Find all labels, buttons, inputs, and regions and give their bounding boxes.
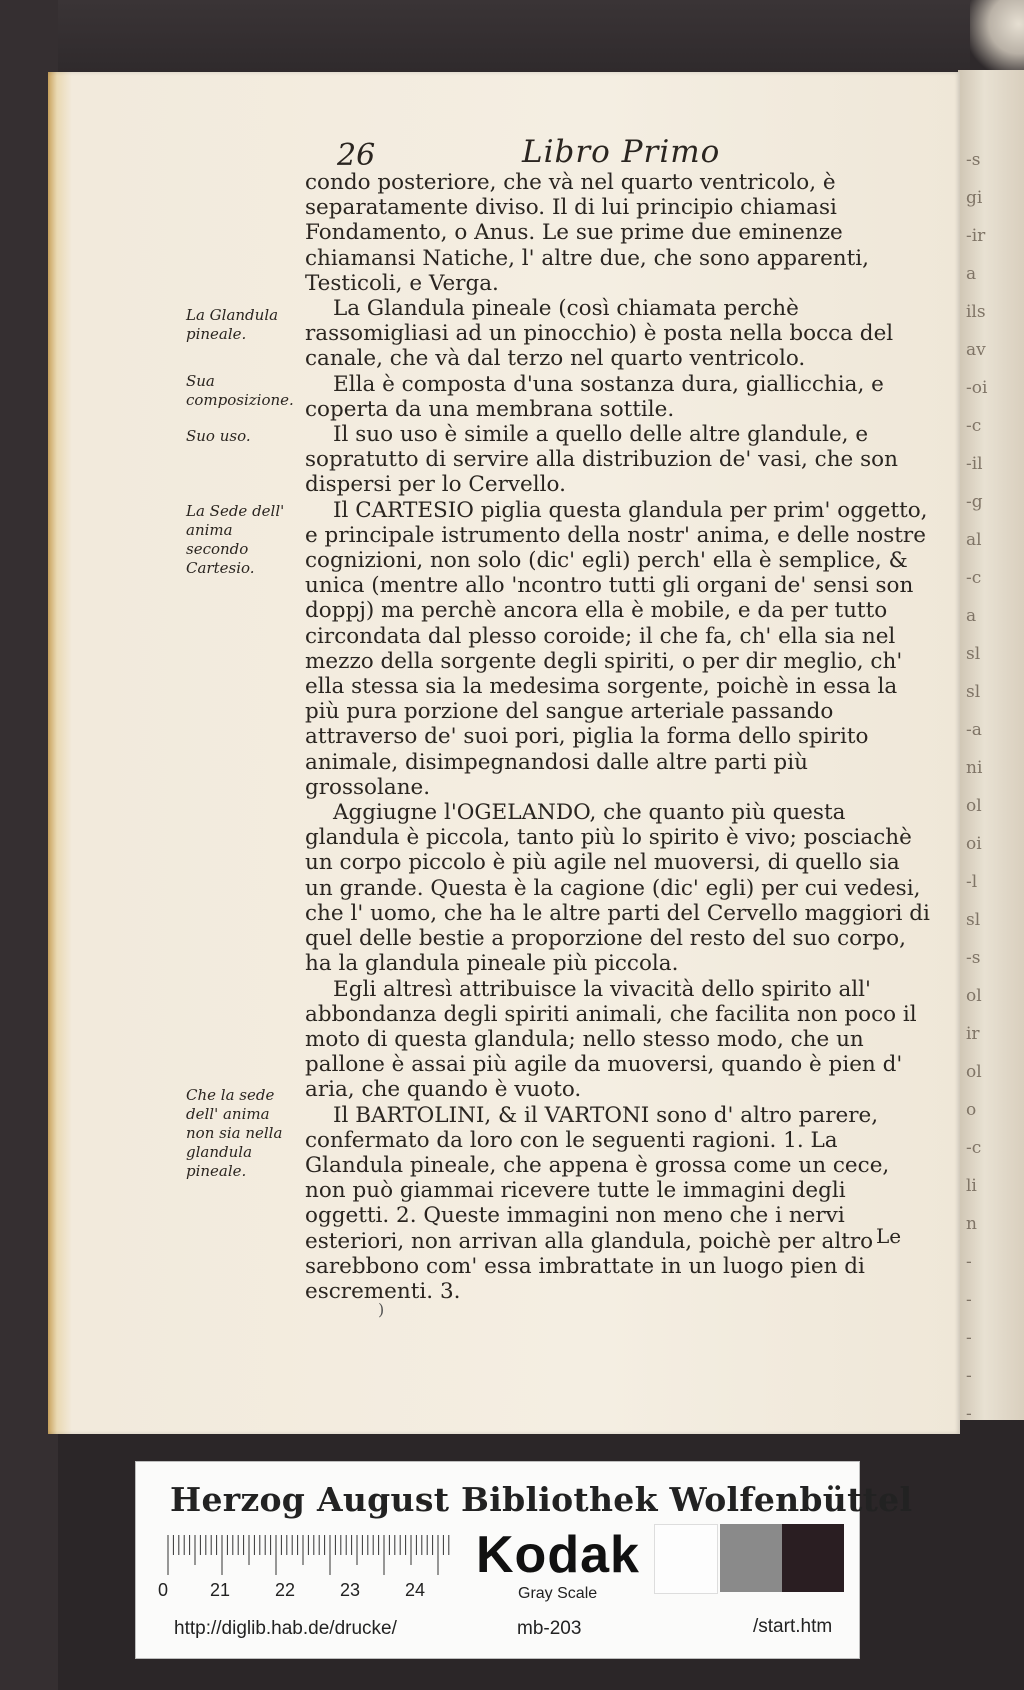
- swatch-white: [654, 1524, 718, 1594]
- ruler-numbers: [158, 1580, 478, 1604]
- institution-name: Herzog August Bibliothek Wolfenbüttel: [170, 1480, 913, 1519]
- paragraph: Egli altresì attribuisce la vivacità dello spirito all' abbondanza degli spiriti animali, che facilita non poco il moto di questa glandula; nello stesso modo, che un pallone è assai più agile da muoversi, quando è pien d' aria, che quando è vuoto.: [305, 976, 917, 1103]
- facing-page-fragment: -s: [966, 150, 981, 170]
- facing-page-fragment: -c: [966, 568, 982, 588]
- swatch-gray: [720, 1524, 782, 1592]
- facing-page-fragment: ol: [966, 986, 982, 1006]
- scan-background-top: [0, 0, 1024, 80]
- facing-page-fragment: a: [966, 264, 977, 284]
- ruler-number: 0: [158, 1580, 169, 1600]
- facing-page-fragment: ni: [966, 758, 983, 778]
- facing-page-fragment: -: [966, 1404, 972, 1424]
- facing-page-fragment: -a: [966, 720, 982, 740]
- paragraph: Ella è composta d'una sostanza dura, giallicchia, e coperta da una membrana sottile.: [305, 371, 884, 422]
- facing-page-fragment: a: [966, 606, 977, 626]
- paragraph: Aggiugne l'OGELANDO, che quanto più questa glandula è piccola, tanto più lo spirito è vivo; posciachè un corpo piccolo è più agile nel muoversi, di quello sia un grande. Questa è la cagione (dic' egli) per cui vedesi, che l' uomo, che ha le altre parti del Cervello maggiori di quel delle bestie a proporzione del resto del suo corpo, ha la glandula pineale più piccola.: [305, 800, 930, 977]
- ruler-number: 21: [210, 1580, 231, 1600]
- facing-page-fragment: oi: [966, 834, 982, 854]
- margin-note: Sua composizione.: [186, 372, 294, 409]
- facing-page-fragment: li: [966, 1176, 977, 1196]
- facing-page-fragment: -g: [966, 492, 983, 512]
- facing-page-fragment: -: [966, 1328, 972, 1348]
- margin-note: La Glandula pineale.: [186, 306, 279, 343]
- margin-note: Che la sede dell' anima non sia nella glandula pineale.: [186, 1086, 283, 1180]
- ruler-number: 23: [340, 1580, 361, 1600]
- url-right: /start.htm: [753, 1616, 833, 1637]
- facing-page-fragment: al: [966, 530, 982, 550]
- facing-page-fragment: ol: [966, 796, 982, 816]
- ruler-number: 24: [405, 1580, 426, 1600]
- facing-page-fragment: -c: [966, 416, 982, 436]
- facing-page-fragment: sl: [966, 644, 981, 664]
- running-title: Libro Primo: [522, 134, 721, 170]
- facing-page-fragment: -: [966, 1290, 972, 1310]
- gray-scale-label: Gray Scale: [518, 1585, 598, 1602]
- paragraph: Il BARTOLINI, & il VARTONI sono d' altro parere, confermato da loro con le seguenti ragioni. 1. La Glandula pineale, che appena è grossa come un cece, non può giammai ricevere tutte le immagini degli oggetti. 2. Queste immagini non meno che i nervi esteriori, non arrivan alla glandula, poichè per altro sarebbono com' essa imbrattate in un luogo pien di escrementi. 3.: [305, 1102, 890, 1304]
- page-curl: [970, 0, 1024, 80]
- ruler-scale: [166, 1535, 456, 1577]
- facing-page-fragment: av: [966, 340, 986, 360]
- facing-page-fragment: gi: [966, 188, 983, 208]
- facing-page-fragment: -s: [966, 948, 981, 968]
- facing-page-fragment: sl: [966, 910, 981, 930]
- margin-note: Suo uso.: [186, 427, 251, 445]
- catchword: Le: [876, 1224, 902, 1248]
- facing-page-fragment: -l: [966, 872, 978, 892]
- shelfmark: mb-203: [517, 1618, 582, 1639]
- facing-page-fragment: sl: [966, 682, 981, 702]
- facing-page-fragment: n: [966, 1214, 977, 1234]
- ruler-number: 22: [275, 1580, 296, 1600]
- margin-note: La Sede dell' anima secondo Cartesio.: [186, 502, 285, 577]
- facing-page-fragment: -: [966, 1366, 972, 1386]
- swatch-black: [782, 1524, 844, 1592]
- stray-mark: ): [378, 1300, 385, 1319]
- facing-page-fragment: -il: [966, 454, 983, 474]
- facing-page-fragment: -ir: [966, 226, 986, 246]
- facing-page-edge: [958, 70, 1024, 1424]
- paragraph: Il suo uso è simile a quello delle altre glandule, e sopratutto di servire alla distribuzion de' vasi, che son dispersi per lo Cervello.: [305, 422, 898, 498]
- facing-page-fragment: ir: [966, 1024, 980, 1044]
- kodak-logo: Kodak: [476, 1526, 640, 1584]
- paragraph: La Glandula pineale (così chiamata perchè rassomigliasi ad un pinocchio) è posta nella bocca del canale, che và dal terzo nel quarto ventricolo.: [305, 296, 894, 372]
- main-text: [305, 170, 930, 1304]
- url-left: http://diglib.hab.de/drucke/: [174, 1618, 397, 1639]
- facing-page-fragment: ils: [966, 302, 986, 322]
- paragraph: Il CARTESIO piglia questa glandula per prim' oggetto, e principale istrumento della nostr' anima, e delle nostre cognizioni, non solo (dic' egli) perch' ella è semplice, & unica (mentre allo 'ncontro tutti gli organi de' sensi son doppj) ma perchè ancora ella è mobile, e da per tutto circondata dal plesso coroide; il che fa, ch' ella sia nel mezzo della sorgente degli spiriti, o per dir meglio, ch' ella stessa sia la medesima sorgente, poichè in essa la più pura porzione del sangue arteriale passando attraverso de' suoi pori, piglia la forma dello spirito animale, disimpegnandosi dalle altre parti più grossolane.: [305, 497, 928, 800]
- facing-page-fragment: -: [966, 1252, 972, 1272]
- facing-page-fragment: ol: [966, 1062, 982, 1082]
- page-number: 26: [337, 138, 376, 173]
- scan-color-card: [135, 1461, 913, 1659]
- facing-page-fragment: -c: [966, 1138, 982, 1158]
- facing-page-fragment: o: [966, 1100, 977, 1120]
- page-header: [337, 132, 897, 173]
- paragraph: condo posteriore, che và nel quarto ventricolo, è separatamente diviso. Il di lui principio chiamasi Fondamento, o Anus. Le sue prime due eminenze chiamansi Natiche, l' altre due, che sono apparenti, Testicoli, e Verga.: [305, 170, 870, 296]
- facing-page-fragment: -oi: [966, 378, 988, 398]
